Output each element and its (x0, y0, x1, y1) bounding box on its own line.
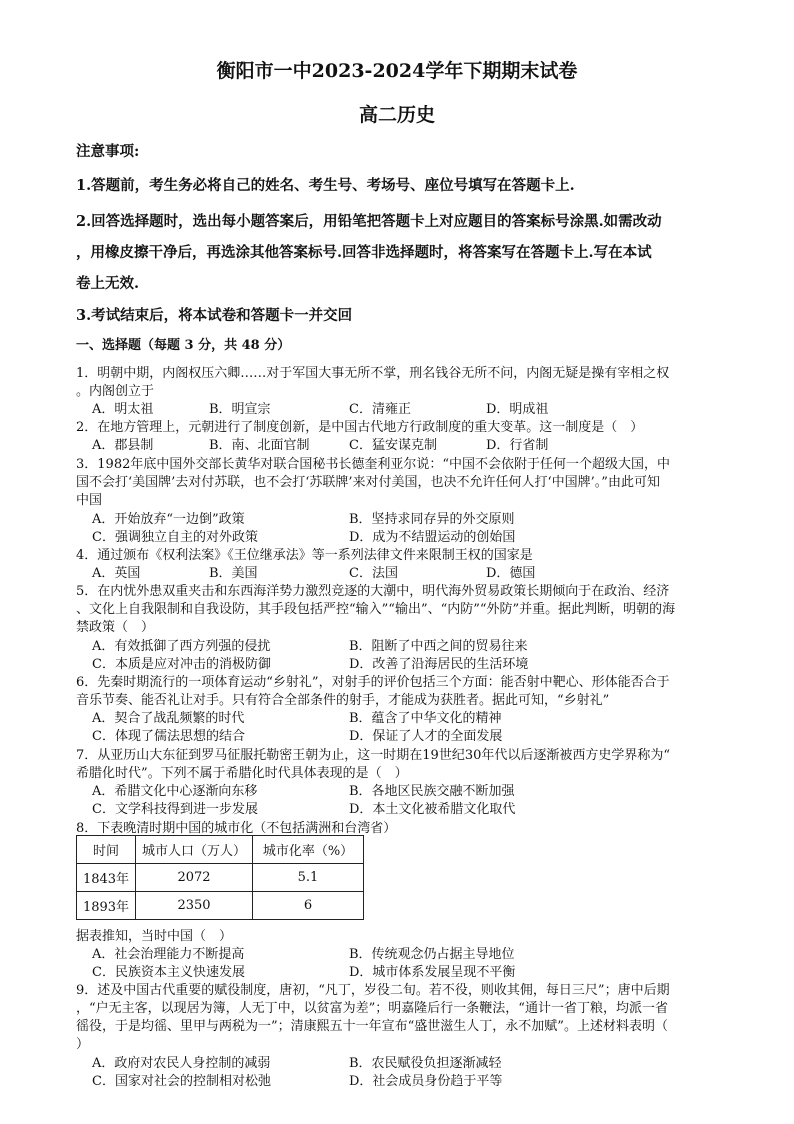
question-8-option-c: C．民族资本主义快速发展 (92, 965, 245, 980)
question-3-line2: 国不会打‘美国牌’去对付苏联，也不会打‘苏联牌’来对付美国，也决不允许任何人打‘中国牌’。”由此可知 (76, 475, 660, 490)
question-9-option-b: B．农民赋役负担逐渐减轻 (349, 1056, 502, 1071)
question-9-line4: ） (76, 1037, 90, 1052)
table-row (77, 892, 364, 920)
question-5-line3: 禁政策（ ） (76, 620, 155, 635)
question-2-option-c: C．猛安谋克制 (349, 438, 437, 453)
question-4-option-c: C．法国 (349, 566, 398, 581)
question-9-option-c: C．国家对社会的控制相对松弛 (92, 1074, 271, 1089)
question-6-option-a: A．契合了战乱频繁的时代 (92, 711, 245, 726)
question-5-option-a: A．有效抵御了西方列强的侵扰 (92, 639, 271, 654)
question-8-option-b: B．传统观念仍占据主导地位 (349, 947, 515, 962)
question-5-line1: 5．在内忧外患双重夹击和东西海洋势力激烈竞逐的大潮中，明代海外贸易政策长期倾向于在政治、经济 (76, 584, 670, 599)
question-2-line1: 2．在地方管理上，元朝进行了制度创新，是中国古代地方行政制度的重大变革。这一制度是（ ） (76, 420, 644, 435)
question-4-option-d: D．德国 (486, 566, 536, 581)
question-5-option-b: B．阻断了中西之间的贸易往来 (349, 639, 528, 654)
table-cell: 1843年 (77, 864, 136, 892)
question-9-option-a: A．政府对农民人身控制的减弱 (92, 1056, 271, 1071)
question-6-option-d: D．保证了人才的全面发展 (349, 729, 503, 744)
table-header: 城市化率（%） (253, 836, 364, 864)
notice-item-3: 3.考试结束后，将本试卷和答题卡一并交回 (76, 307, 353, 324)
notice-item-2-line2: ，用橡皮擦干净后，再选涂其他答案标号.回答非选择题时，将答案写在答题卡上.写在本试 (76, 244, 652, 261)
table-header-row (77, 836, 364, 864)
question-2-option-a: A．郡县制 (92, 438, 154, 453)
question-8-option-d: D．城市体系发展呈现不平衡 (349, 965, 516, 980)
question-6-option-c: C．体现了儒法思想的结合 (92, 729, 245, 744)
question-3-option-b: B．坚持求同存异的外交原则 (349, 512, 515, 527)
question-8-line2: 据表推知，当时中国（ ） (76, 929, 233, 944)
question-4-line1: 4．通过颁布《权利法案》《王位继承法》等一系列法律文件来限制王权的国家是 (76, 548, 533, 563)
table-cell: 2072 (136, 864, 253, 892)
question-5-option-d: D．改善了沿海居民的生活环境 (349, 657, 529, 672)
question-7-option-b: B．各地区民族交融不断加强 (349, 784, 515, 799)
question-8-option-a: A．社会治理能力不断提高 (92, 947, 245, 962)
table-row (77, 864, 364, 892)
table-cell: 6 (253, 892, 364, 920)
notice-item-1: 1.答题前，考生务必将自己的姓名、考生号、考场号、座位号填写在答题卡上. (76, 177, 575, 194)
question-1-option-c: C．清雍正 (349, 402, 411, 417)
question-3-option-a: A．开始放弃“一边倒”政策 (92, 512, 245, 527)
question-7-option-c: C．文学科技得到进一步发展 (92, 802, 258, 817)
question-1-line2: 。内阁创立于 (76, 384, 155, 399)
question-7-option-a: A．希腊文化中心逐渐向东移 (92, 784, 258, 799)
question-9-line2: ，“户无主客，以现居为簿，人无丁中，以贫富为差”；明嘉隆后行一条鞭法，“通计一省丁粮，均派一省 (76, 1001, 668, 1016)
question-5-line2: 、文化上自我限制和自我设防，其手段包括严控“输入”“输出”、“内防”“外防”并重。据此判断，明朝的海 (76, 602, 676, 617)
question-9-line1: 9．述及中国古代重要的赋役制度，唐初，“凡丁，岁役二旬。若不役，则收其佣，每日三尺”；唐中后期 (76, 983, 670, 998)
question-6-line1: 6．先秦时期流行的一项体育运动“乡射礼”，对射手的评价包括三个方面：能否射中靶心、形体能否合于 (76, 675, 670, 690)
question-5-option-c: C．本质是应对冲击的消极防御 (92, 657, 271, 672)
table-cell: 2350 (136, 892, 253, 920)
notice-item-2-line3: 卷上无效. (76, 275, 140, 292)
question-2-option-b: B．南、北面官制 (209, 438, 310, 453)
table-cell: 5.1 (253, 864, 364, 892)
question-1-option-d: D．明成祖 (486, 402, 549, 417)
exam-subtitle: 高二历史 (358, 104, 435, 126)
question-1-option-a: A．明太祖 (92, 402, 154, 417)
table-header: 时间 (77, 836, 136, 864)
table-header: 城市人口（万人） (136, 836, 253, 864)
notice-heading: 注意事项: (76, 143, 140, 160)
notice-item-2-line1: 2.回答选择题时，选出每小题答案后，用铅笔把答题卡上对应题目的答案标号涂黑.如需改动 (76, 213, 662, 230)
question-1-line1: 1．明朝中期，内阁权压六卿……对于军国大事无所不掌，刑名钱谷无所不问，内阁无疑是操有宰相之权 (76, 366, 670, 381)
question-3-option-c: C．强调独立自主的对外政策 (92, 530, 258, 545)
question-7-line1: 7．从亚历山大东征到罗马征服托勒密王朝为止，这一时期在19世纪30年代以后逐渐被西方史学界称为“ (76, 748, 671, 763)
urbanization-table (76, 835, 364, 920)
question-4-option-b: B．美国 (209, 566, 258, 581)
question-2-option-d: D．行省制 (486, 438, 549, 453)
section-heading: 一、选择题（每题 3 分，共 48 分） (76, 338, 291, 353)
question-1-option-b: B．明宣宗 (209, 402, 271, 417)
table-cell: 1893年 (77, 892, 136, 920)
question-6-line2: 音乐节奏、能否礼让对手。只有符合全部条件的射手，才能成为获胜者。据此可知，“乡射礼” (76, 693, 610, 708)
question-9-option-d: D．社会成员身份趋于平等 (349, 1074, 503, 1089)
question-3-option-d: D．成为不结盟运动的创始国 (349, 530, 516, 545)
question-4-option-a: A．英国 (92, 566, 141, 581)
question-3-line1: 3．1982年底中国外交部长黄华对联合国秘书长德奎利亚尔说：“中国不会依附于任何一个超级大国，中 (76, 457, 671, 472)
question-9-line3: 徭役，于是均徭、里甲与两税为一”；清康熙五十一年宣布“盛世滋生人丁，永不加赋”。上述材料表明（ (76, 1019, 668, 1034)
exam-title: 衡阳市一中2023-2024学年下期期末试卷 (216, 60, 578, 82)
question-7-option-d: D．本土文化被希腊文化取代 (349, 802, 516, 817)
question-8-line1: 8．下表晚清时期中国的城市化（不包括满洲和台湾省） (76, 821, 397, 836)
question-3-line3: 中国 (76, 493, 103, 508)
question-7-line2: 希腊化时代”。下列不属于希腊化时代具体表现的是（ ） (76, 766, 408, 781)
question-6-option-b: B．蕴含了中华文化的精神 (349, 711, 502, 726)
